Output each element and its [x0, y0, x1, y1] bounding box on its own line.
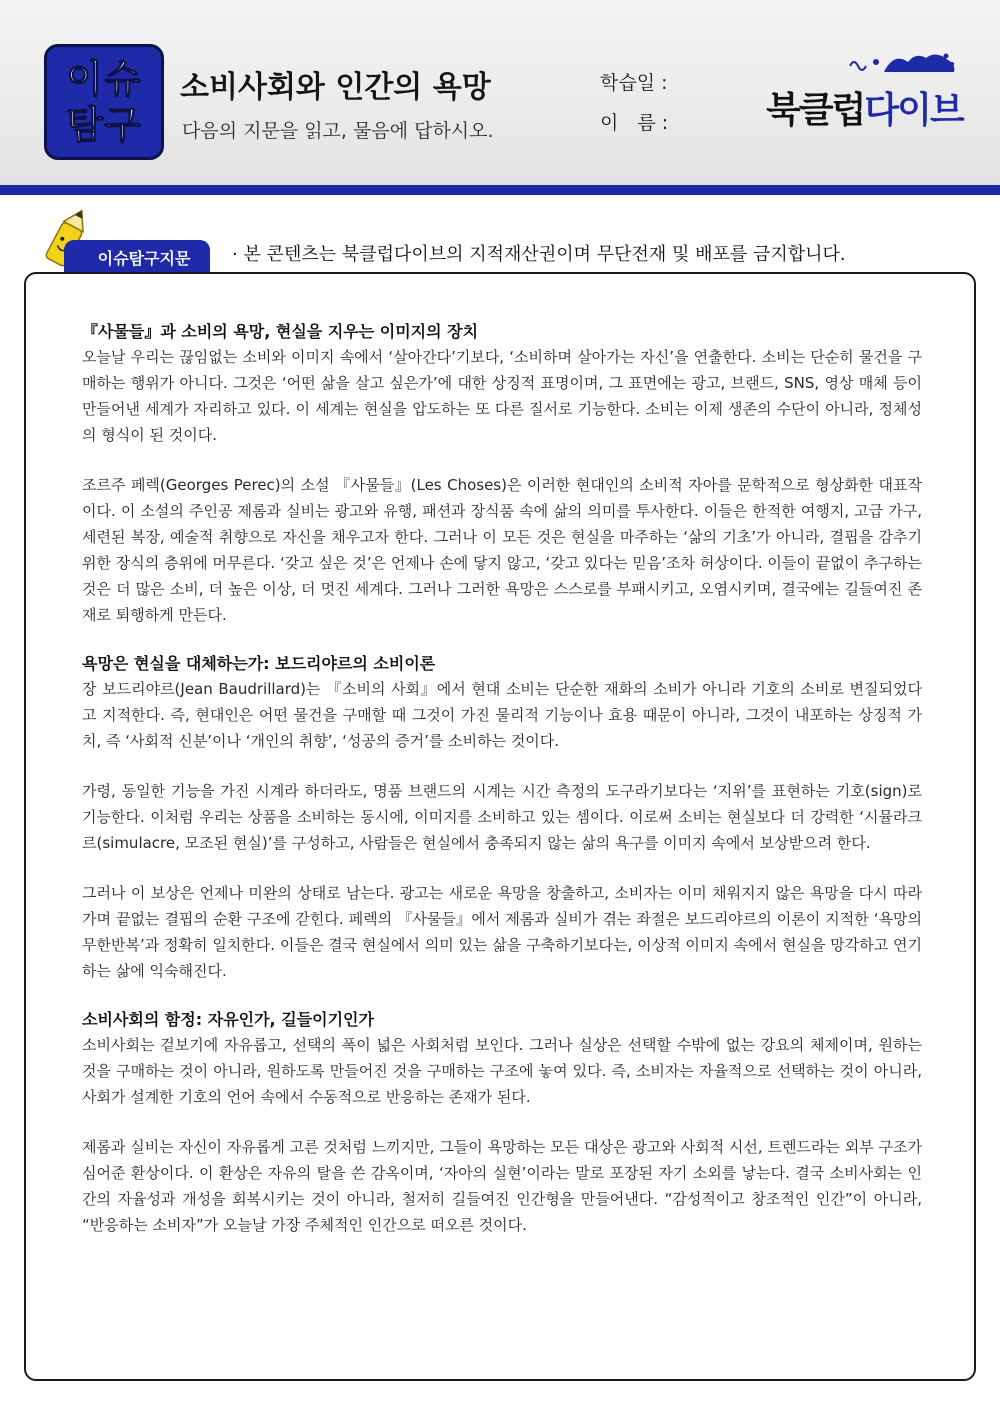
issue-passage-tab: [64, 240, 210, 274]
issue-badge: [44, 44, 164, 160]
paragraph: 가령, 동일한 기능을 가진 시계라 하더라도, 명품 브랜드의 시계는 시간 측정의 도구라기보다는 ‘지위’를 표현하는 기호(sign)로 기능한다. 이처럼 우리는 상품을 소비하는 동시에, 이미지를 소비하고 있는 셈이다. 이로써 소비는 현실보다 더 강력한 ‘시뮬라크르(simulacre, 모조된 현실)’를 구성하고, 사람들은 현실에서 충족되지 않는 삶의 욕구를 이미지 속에서 보상받으려 한다.: [82, 782, 922, 852]
paragraph: 오늘날 우리는 끊임없는 소비와 이미지 속에서 ‘살아간다’기보다, ‘소비하며 살아가는 자신’을 연출한다. 소비는 단순히 물건을 구매하는 행위가 아니다. 그것은 ‘어떤 삶을 살고 싶은가’에 대한 상징적 표명이며, 그 표면에는 광고, 브랜드, SNS, 영상 매체 등이 만들어낸 세계가 자리하고 있다. 이 세계는 현실을 압도하는 또 다른 질서로 기능한다. 소비는 이제 생존의 수단이 아니라, 정체성의 형식이 된 것이다.: [82, 348, 922, 444]
student-name-label: 이 름 :: [600, 112, 669, 134]
paragraph: 장 보드리야르(Jean Baudrillard)는 『소비의 사회』에서 현대 소비는 단순한 재화의 소비가 아니라 기호의 소비로 변질되었다고 지적한다. 즉, 현대인은 어떤 물건을 구매할 때 그것이 가진 물리적 기능이나 효용 때문이 아니라, 그것이 내포하는 상징적 가치, 즉 ‘사회적 신분’이나 ‘개인의 취향’, ‘성공의 증거’를 소비하는 것이다.: [82, 680, 922, 750]
worksheet-title: 소비사회와 인간의 욕망: [180, 70, 491, 105]
paragraph: 소비사회는 겉보기에 자유롭고, 선택의 폭이 넓은 사회처럼 보인다. 그러나 실상은 선택할 수밖에 없는 강요의 체제이며, 원하는 것을 구매하는 것이 아니라, 원하도록 만들어진 것을 구매하는 구조에 놓여 있다. 즉, 소비자는 자율적으로 선택하는 것이 아니라, 사회가 설계한 기호의 언어 속에서 수동적으로 반응하는 존재가 된다.: [82, 1036, 922, 1106]
passage-text: [82, 320, 922, 1238]
logo-part-bookclub: 북클럽: [766, 90, 865, 131]
copyright-notice: · 본 콘텐츠는 북클럽다이브의 지적재산권이며 무단전재 및 배포를 금지합니다.: [232, 244, 846, 265]
logo-part-dive: 다이브: [864, 90, 963, 131]
bookclub-dive-logo: [766, 38, 966, 138]
header-divider-bar: [0, 185, 1000, 195]
badge-line-2: 탐구: [66, 103, 142, 147]
badge-line-1: 이슈: [66, 57, 142, 101]
section-heading: 욕망은 현실을 대체하는가: 보드리야르의 소비이론: [82, 654, 436, 673]
passage-box: [24, 272, 976, 1381]
tab-label: 이슈탐구지문: [97, 248, 191, 268]
splash-icon: [848, 50, 958, 78]
section-heading: 소비사회의 함정: 자유인가, 길들이기인가: [82, 1010, 374, 1029]
study-date-label: 학습일 :: [600, 72, 668, 94]
section-heading: 『사물들』과 소비의 욕망, 현실을 지우는 이미지의 장치: [82, 322, 479, 341]
worksheet-instructions: 다음의 지문을 읽고, 물음에 답하시오.: [182, 120, 494, 142]
paragraph: 조르주 페렉(Georges Perec)의 소설 『사물들』(Les Choses)은 이러한 현대인의 소비적 자아를 문학적으로 형상화한 대표작이다. 이 소설의 주인공 제롬과 실비는 광고와 유행, 패션과 장식품 속에 삶의 의미를 투사한다. 이들은 한적한 여행지, 고급 가구, 세련된 복장, 예술적 취향으로 자신을 채우고자 한다. 그러나 이 모든 것은 현실을 마주하는 ‘삶의 기초’가 아니라, 결핍을 감추기 위한 장식의 층위에 머무른다. ‘갖고 싶은 것’은 언제나 손에 닿지 않고, ‘갖고 있다는 믿음’조차 허상이다. 이들이 끝없이 추구하는 것은 더 많은 소비, 더 높은 이상, 더 멋진 세계다. 그러나 그러한 욕망은 스스로를 부패시키고, 오염시키며, 결국에는 길들여진 존재로 퇴행하게 만든다.: [82, 476, 922, 624]
paragraph: 그러나 이 보상은 언제나 미완의 상태로 남는다. 광고는 새로운 욕망을 창출하고, 소비자는 이미 채워지지 않은 욕망을 다시 따라가며 끝없는 결핍의 순환 구조에 갇힌다. 페렉의 『사물들』에서 제롬과 실비가 겪는 좌절은 보드리야르의 이론이 지적한 ‘욕망의 무한반복’과 정확히 일치한다. 이들은 결국 현실에서 의미 있는 삶을 구축하기보다는, 이상적 이미지 속에서 현실을 망각하고 연기하는 삶에 익숙해진다.: [82, 884, 922, 980]
paragraph: 제롬과 실비는 자신이 자유롭게 고른 것처럼 느끼지만, 그들이 욕망하는 모든 대상은 광고와 사회적 시선, 트렌드라는 외부 구조가 심어준 환상이다. 이 환상은 자유의 탈을 쓴 감옥이며, ‘자아의 실현’이라는 말로 포장된 자기 소외를 낳는다. 결국 소비사회는 인간의 자율성과 개성을 회복시키는 것이 아니라, 철저히 길들여진 인간형을 만들어낸다. “감성적이고 창조적인 인간”이 아니라, “반응하는 소비자”가 오늘날 가장 주체적인 인간으로 떠오른 것이다.: [82, 1138, 922, 1234]
logo-wordmark: [766, 82, 963, 133]
